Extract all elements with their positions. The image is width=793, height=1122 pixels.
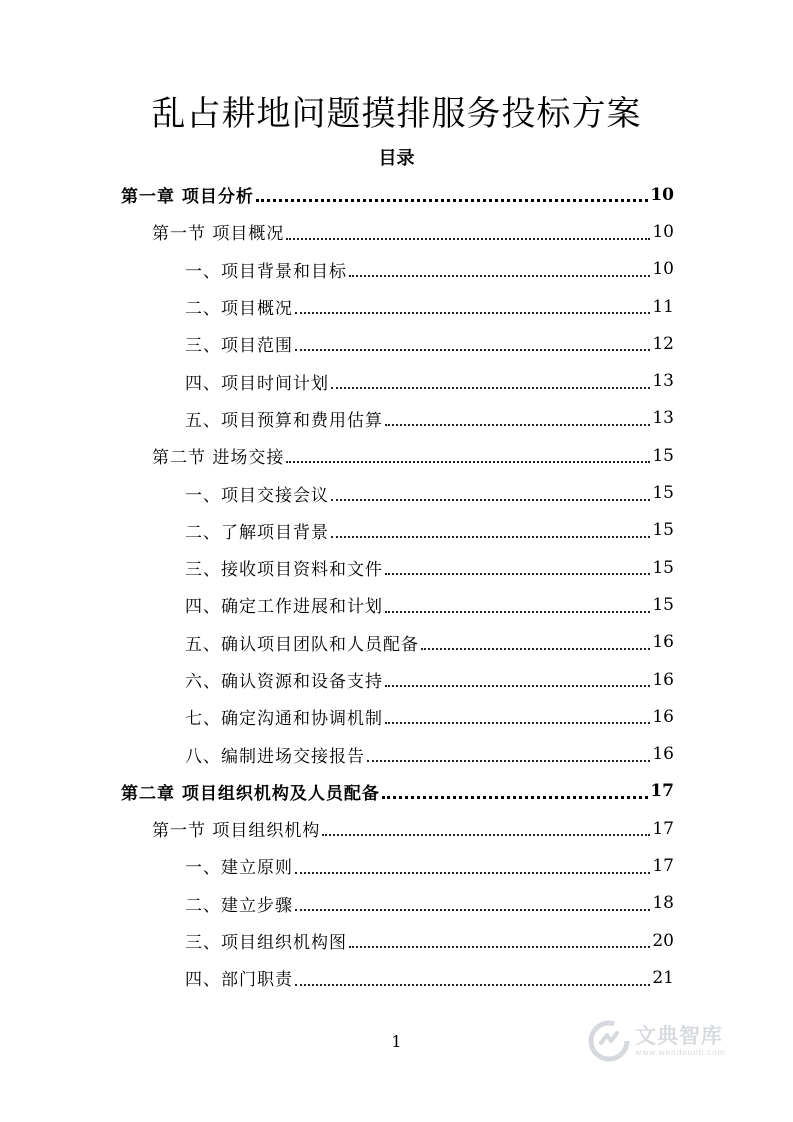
toc-entry-text: 第一章 项目分析 bbox=[121, 187, 254, 208]
toc-leader-dots bbox=[385, 684, 650, 687]
toc-entry-page: 15 bbox=[652, 557, 674, 578]
toc-entry[interactable] bbox=[0, 922, 793, 959]
toc-entry-text: 第二章 项目组织机构及人员配备 bbox=[121, 783, 380, 804]
toc-entry[interactable] bbox=[0, 251, 793, 288]
toc-entry[interactable] bbox=[0, 773, 793, 810]
toc-entry[interactable] bbox=[0, 176, 793, 213]
toc-entry[interactable] bbox=[0, 885, 793, 922]
watermark-brand: 文典智库 bbox=[635, 1024, 723, 1048]
table-of-contents bbox=[0, 176, 793, 997]
toc-entry-page: 17 bbox=[650, 781, 674, 802]
toc-entry-page: 11 bbox=[652, 296, 674, 317]
toc-entry-text: 第二节 进场交接 bbox=[152, 448, 285, 469]
toc-entry-text: 三、项目范围 bbox=[185, 336, 293, 357]
toc-entry[interactable] bbox=[0, 735, 793, 772]
toc-entry-text: 二、项目概况 bbox=[185, 299, 293, 320]
toc-entry-text: 二、了解项目背景 bbox=[185, 522, 329, 543]
toc-entry[interactable] bbox=[0, 512, 793, 549]
toc-leader-dots bbox=[385, 721, 650, 724]
toc-entry-page: 16 bbox=[652, 744, 674, 765]
toc-leader-dots bbox=[349, 945, 650, 948]
toc-entry[interactable] bbox=[0, 437, 793, 474]
toc-entry[interactable] bbox=[0, 810, 793, 847]
toc-entry-text: 五、项目预算和费用估算 bbox=[185, 410, 383, 431]
toc-leader-dots bbox=[286, 460, 650, 463]
toc-leader-dots bbox=[295, 908, 650, 911]
toc-entry-text: 七、确定沟通和协调机制 bbox=[185, 709, 383, 730]
toc-entry-page: 16 bbox=[652, 669, 674, 690]
toc-leader-dots bbox=[367, 759, 650, 762]
wendou-logo-icon bbox=[587, 1019, 631, 1063]
toc-leader-dots bbox=[295, 871, 650, 874]
toc-entry-page: 15 bbox=[652, 594, 674, 615]
toc-entry-page: 16 bbox=[652, 632, 674, 653]
toc-entry-text: 四、确定工作进展和计划 bbox=[185, 597, 383, 618]
toc-entry[interactable] bbox=[0, 661, 793, 698]
toc-entry[interactable] bbox=[0, 549, 793, 586]
toc-leader-dots bbox=[295, 311, 650, 314]
toc-entry-text: 第一节 项目组织机构 bbox=[152, 821, 321, 842]
toc-entry[interactable] bbox=[0, 847, 793, 884]
toc-entry-text: 一、项目交接会议 bbox=[185, 485, 329, 506]
toc-entry[interactable] bbox=[0, 586, 793, 623]
toc-leader-dots bbox=[331, 386, 650, 389]
toc-leader-dots bbox=[295, 983, 650, 986]
toc-entry[interactable] bbox=[0, 325, 793, 362]
toc-entry-page: 13 bbox=[652, 408, 674, 429]
toc-entry[interactable] bbox=[0, 362, 793, 399]
toc-entry[interactable] bbox=[0, 288, 793, 325]
toc-entry-page: 15 bbox=[652, 520, 674, 541]
toc-leader-dots bbox=[385, 610, 650, 613]
toc-leader-dots bbox=[382, 795, 648, 799]
toc-entry-text: 二、建立步骤 bbox=[185, 895, 293, 916]
toc-entry-page: 15 bbox=[652, 445, 674, 466]
toc-leader-dots bbox=[331, 535, 650, 538]
toc-entry-page: 20 bbox=[652, 930, 674, 951]
toc-entry[interactable] bbox=[0, 474, 793, 511]
document-title: 乱占耕地问题摸排服务投标方案 bbox=[151, 94, 642, 134]
toc-entry-text: 第一节 项目概况 bbox=[152, 224, 285, 245]
toc-entry-page: 21 bbox=[652, 967, 674, 988]
toc-heading: 目录 bbox=[378, 148, 415, 169]
watermark-url: www.wendoulib.com bbox=[635, 1048, 726, 1057]
toc-leader-dots bbox=[349, 274, 650, 277]
toc-entry-page: 16 bbox=[652, 706, 674, 727]
toc-entry-page: 18 bbox=[652, 893, 674, 914]
toc-leader-dots bbox=[322, 833, 650, 836]
watermark bbox=[587, 1016, 757, 1066]
toc-entry-text: 三、项目组织机构图 bbox=[185, 933, 347, 954]
toc-leader-dots bbox=[286, 237, 650, 240]
toc-entry-page: 13 bbox=[652, 371, 674, 392]
toc-entry-text: 三、接收项目资料和文件 bbox=[185, 560, 383, 581]
toc-leader-dots bbox=[295, 348, 650, 351]
toc-entry-text: 一、项目背景和目标 bbox=[185, 261, 347, 282]
toc-entry-page: 10 bbox=[652, 259, 674, 280]
toc-entry-page: 12 bbox=[652, 333, 674, 354]
toc-leader-dots bbox=[385, 572, 650, 575]
toc-entry[interactable] bbox=[0, 213, 793, 250]
toc-entry-text: 八、编制进场交接报告 bbox=[185, 746, 365, 767]
toc-leader-dots bbox=[421, 647, 650, 650]
toc-entry-text: 四、项目时间计划 bbox=[185, 373, 329, 394]
toc-leader-dots bbox=[331, 498, 650, 501]
toc-entry-page: 15 bbox=[652, 483, 674, 504]
toc-entry-text: 六、确认资源和设备支持 bbox=[185, 672, 383, 692]
toc-entry-text: 四、部门职责 bbox=[185, 970, 293, 991]
toc-entry-page: 10 bbox=[652, 221, 674, 242]
toc-entry-text: 一、建立原则 bbox=[185, 858, 293, 879]
toc-leader-dots bbox=[256, 198, 648, 202]
toc-leader-dots bbox=[385, 423, 650, 426]
toc-entry-page: 17 bbox=[652, 855, 674, 876]
toc-entry-page: 17 bbox=[652, 818, 674, 839]
toc-entry[interactable] bbox=[0, 698, 793, 735]
toc-entry[interactable] bbox=[0, 400, 793, 437]
toc-entry-text: 五、确认项目团队和人员配备 bbox=[185, 634, 419, 655]
toc-entry[interactable] bbox=[0, 959, 793, 996]
toc-entry-page: 10 bbox=[650, 184, 674, 205]
page-number: 1 bbox=[391, 1032, 402, 1051]
toc-entry[interactable] bbox=[0, 624, 793, 661]
